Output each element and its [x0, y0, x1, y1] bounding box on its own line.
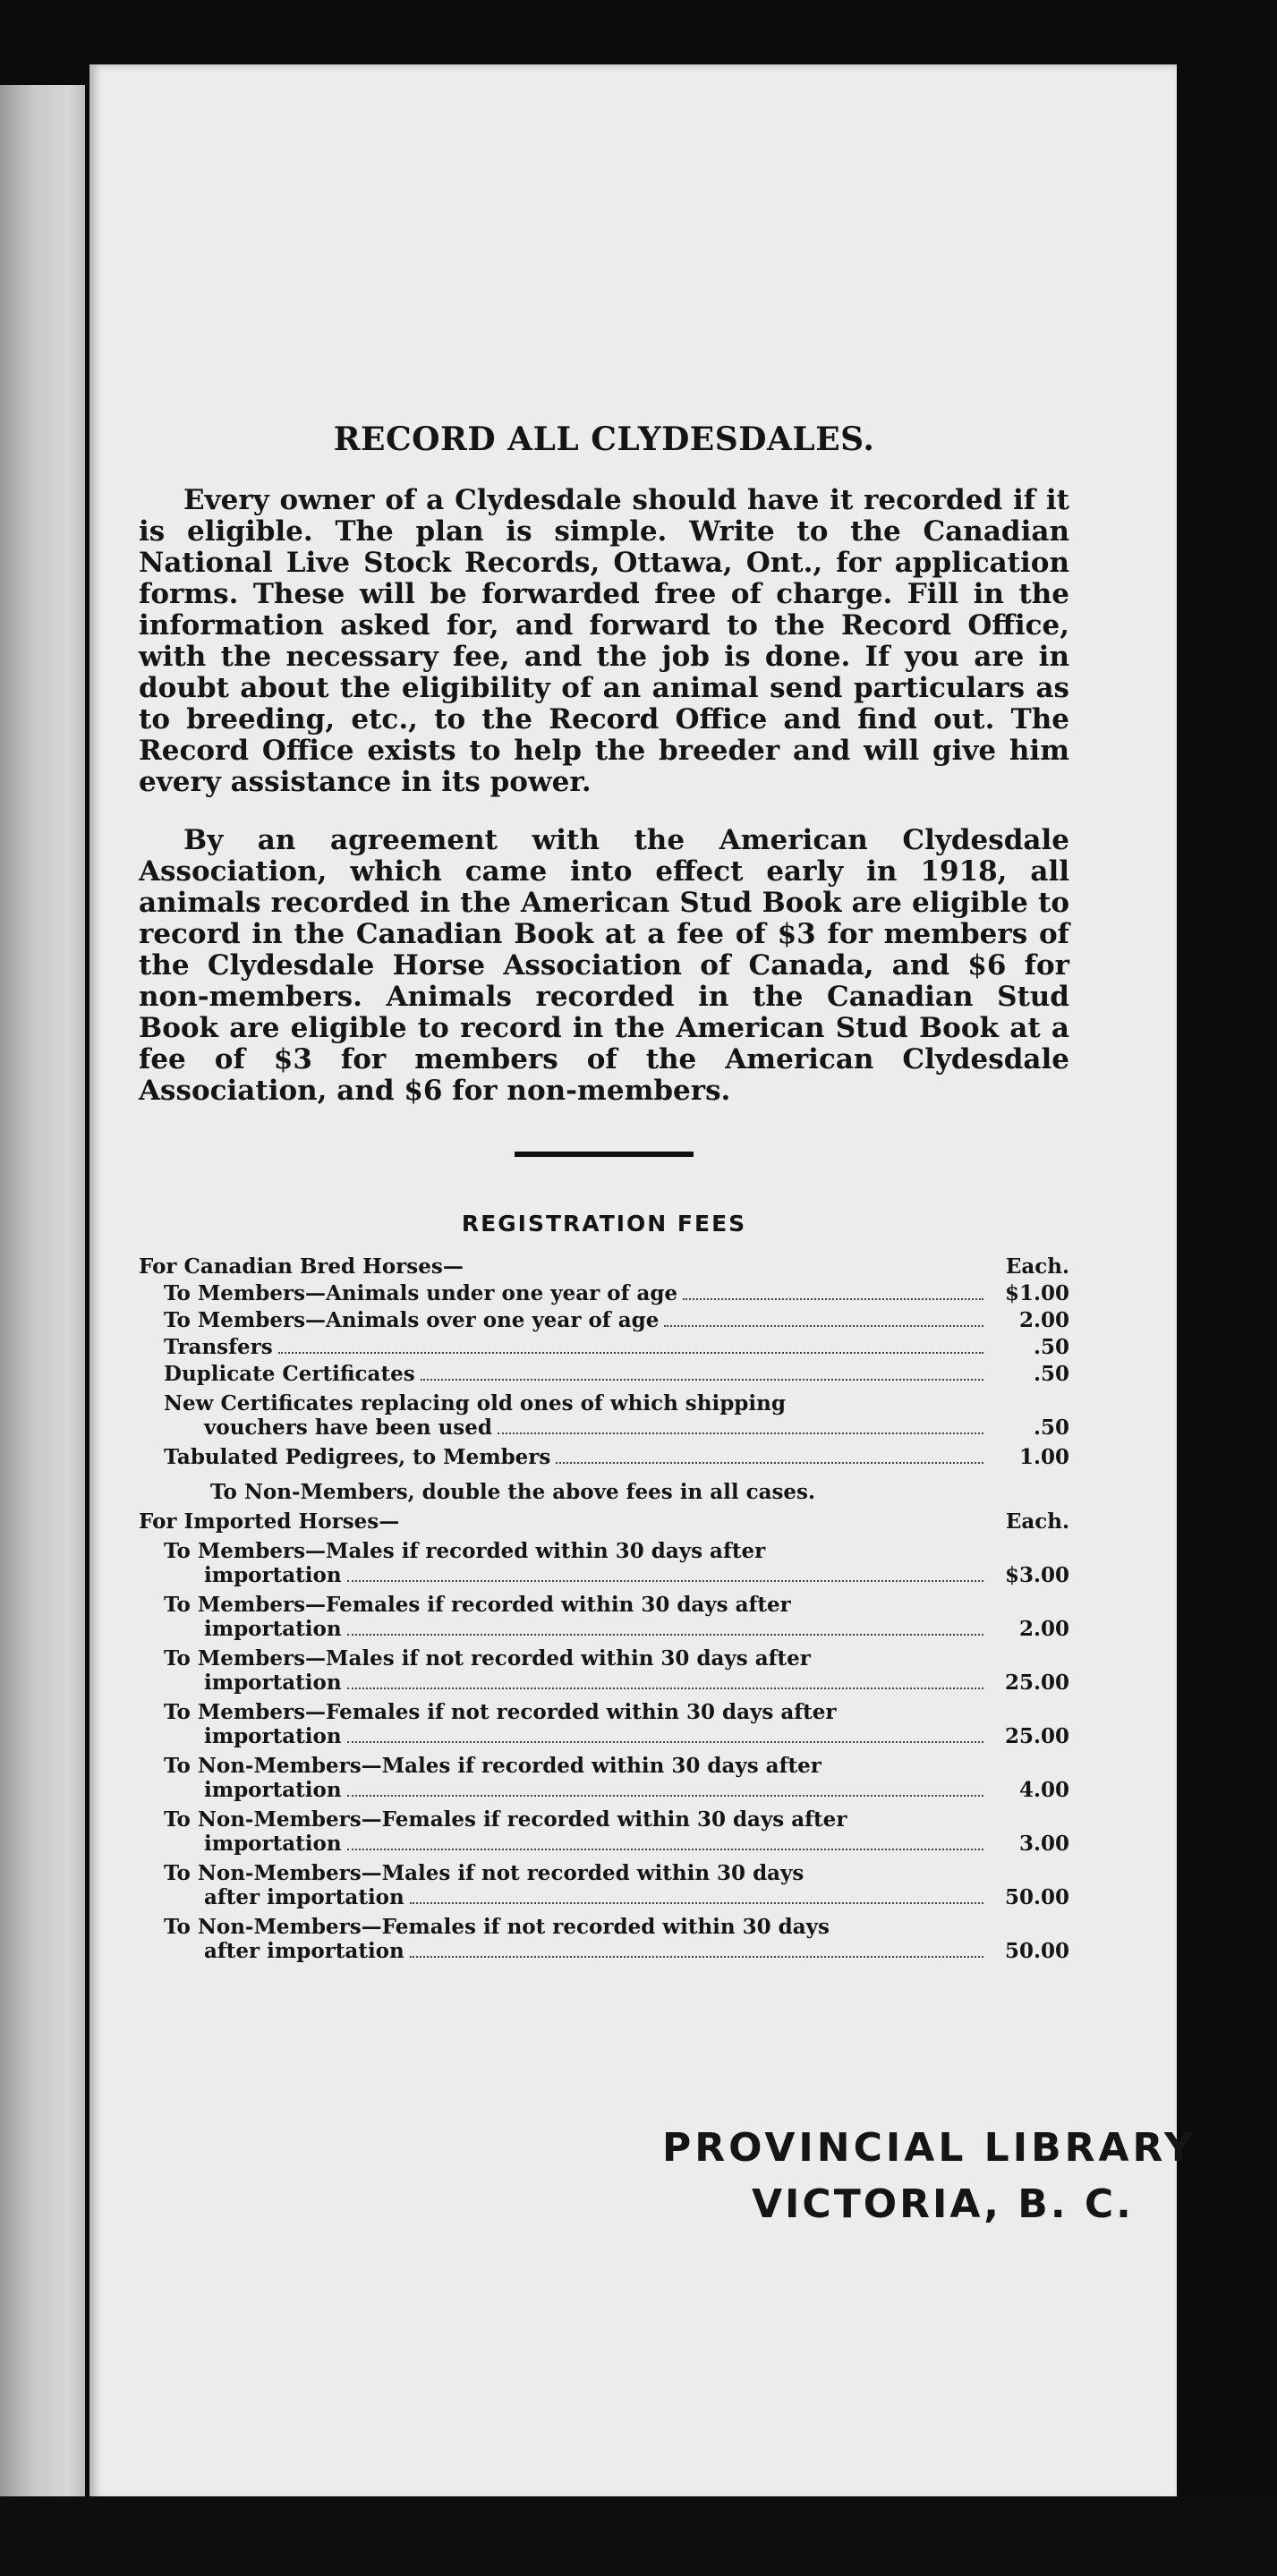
fee-label: Tabulated Pedigrees, to Members	[164, 1445, 551, 1469]
fee-row	[139, 1539, 1069, 1587]
section-label: For Imported Horses—	[139, 1509, 400, 1534]
fee-label: To Members—Males if not recorded within 30 days after	[164, 1646, 811, 1671]
fee-label-cont: after importation	[204, 1939, 404, 1963]
fee-value: 2.00	[1018, 1308, 1069, 1332]
fee-row	[139, 1915, 1069, 1963]
fee-row	[139, 1646, 1069, 1695]
paragraph-recording: Every owner of a Clydesdale should have it recorded if it is eligible. The plan is simple. Write to the Canadian National Live Stock Records, Ottawa, Ont., for application forms. These will be forwarded free of charge. Fill in the information asked for, and forward to the Record Office, with the necessary fee, and the job is done. If you are in doubt about the eligibility of an animal send particulars as to breeding, etc., to the Record Office and find out. The Record Office exists to help the breeder and will give him every assistance in its power.	[139, 484, 1069, 798]
fee-label: Duplicate Certificates	[164, 1362, 415, 1386]
fee-label: Transfers	[164, 1335, 273, 1359]
fee-label-cont: vouchers have been used	[204, 1416, 492, 1440]
fee-value: 2.00	[1018, 1617, 1069, 1641]
fee-row	[139, 1391, 1069, 1440]
fee-label: To Members—Animals under one year of age	[164, 1281, 678, 1305]
fee-value: 25.00	[1004, 1671, 1069, 1695]
fee-label: To Non-Members—Females if recorded within 30 days after	[164, 1807, 847, 1832]
fee-value: $1.00	[1004, 1281, 1069, 1305]
fee-row	[139, 1335, 1069, 1359]
page-title: RECORD ALL CLYDESDALES.	[333, 421, 875, 458]
section-label: For Canadian Bred Horses—	[139, 1254, 464, 1279]
fee-row	[139, 1308, 1069, 1332]
section-divider	[515, 1152, 694, 1157]
section-canadian	[139, 1254, 1069, 1279]
fee-label-cont: importation	[204, 1671, 342, 1695]
section-imported	[139, 1509, 1069, 1534]
fee-value: .50	[1033, 1335, 1069, 1359]
fee-label: To Members—Females if not recorded within 30 days after	[164, 1700, 837, 1724]
fee-row	[139, 1807, 1069, 1856]
fee-value: .50	[1033, 1416, 1069, 1440]
fee-value: 3.00	[1018, 1832, 1069, 1856]
fee-label: To Members—Females if recorded within 30 days after	[164, 1593, 791, 1617]
adjacent-page-edge	[0, 85, 85, 2501]
fees-table	[139, 1254, 1069, 1963]
fee-label-cont: importation	[204, 1617, 342, 1641]
fee-label-cont: importation	[204, 1563, 342, 1587]
fee-row	[139, 1861, 1069, 1909]
fee-label-cont: after importation	[204, 1885, 404, 1909]
fee-row	[139, 1754, 1069, 1802]
scan-border	[0, 2496, 1277, 2576]
fee-label: To Members—Animals over one year of age	[164, 1308, 660, 1332]
fee-value: $3.00	[1004, 1563, 1069, 1587]
fee-value: 25.00	[1004, 1724, 1069, 1748]
fee-row	[139, 1445, 1069, 1469]
fee-value: 50.00	[1004, 1885, 1069, 1909]
fee-row	[139, 1281, 1069, 1305]
fee-value: 4.00	[1018, 1778, 1069, 1802]
stamp-line-2: VICTORIA, B. C.	[752, 2181, 1134, 2227]
each-label: Each.	[1005, 1509, 1069, 1534]
fee-label: To Non-Members—Females if not recorded within 30 days	[164, 1915, 830, 1939]
fee-row	[139, 1700, 1069, 1748]
fee-label: To Non-Members—Males if recorded within 30 days after	[164, 1754, 822, 1778]
fees-heading: REGISTRATION FEES	[461, 1211, 747, 1237]
fee-label-cont: importation	[204, 1778, 342, 1802]
library-stamp	[662, 2125, 1196, 2227]
fee-label-cont: importation	[204, 1832, 342, 1856]
non-member-note: To Non-Members, double the above fees in all cases.	[210, 1480, 816, 1504]
fee-value: 50.00	[1004, 1939, 1069, 1963]
fee-value: .50	[1033, 1362, 1069, 1386]
paragraph-agreement: By an agreement with the American Clydesdale Association, which came into effect early in 1918, all animals recorded in the American Stud Book are eligible to record in the Canadian Book at a fee of $3 for members of the Clydesdale Horse Association of Canada, and $6 for non-members. Animals recorded in the Canadian Stud Book are eligible to record in the American Stud Book at a fee of $3 for members of the American Clydesdale Association, and $6 for non-members.	[139, 824, 1069, 1107]
fee-value: 1.00	[1018, 1445, 1069, 1469]
fee-row	[139, 1362, 1069, 1386]
each-label: Each.	[1005, 1254, 1069, 1279]
fee-label: New Certificates replacing old ones of which shipping	[164, 1391, 786, 1416]
fee-label-cont: importation	[204, 1724, 342, 1748]
fee-label: To Non-Members—Males if not recorded within 30 days	[164, 1861, 805, 1885]
fee-row	[139, 1593, 1069, 1641]
fee-label: To Members—Males if recorded within 30 days after	[164, 1539, 766, 1563]
stamp-line-1: PROVINCIAL LIBRARY	[662, 2125, 1196, 2171]
page-content	[139, 421, 1069, 1968]
